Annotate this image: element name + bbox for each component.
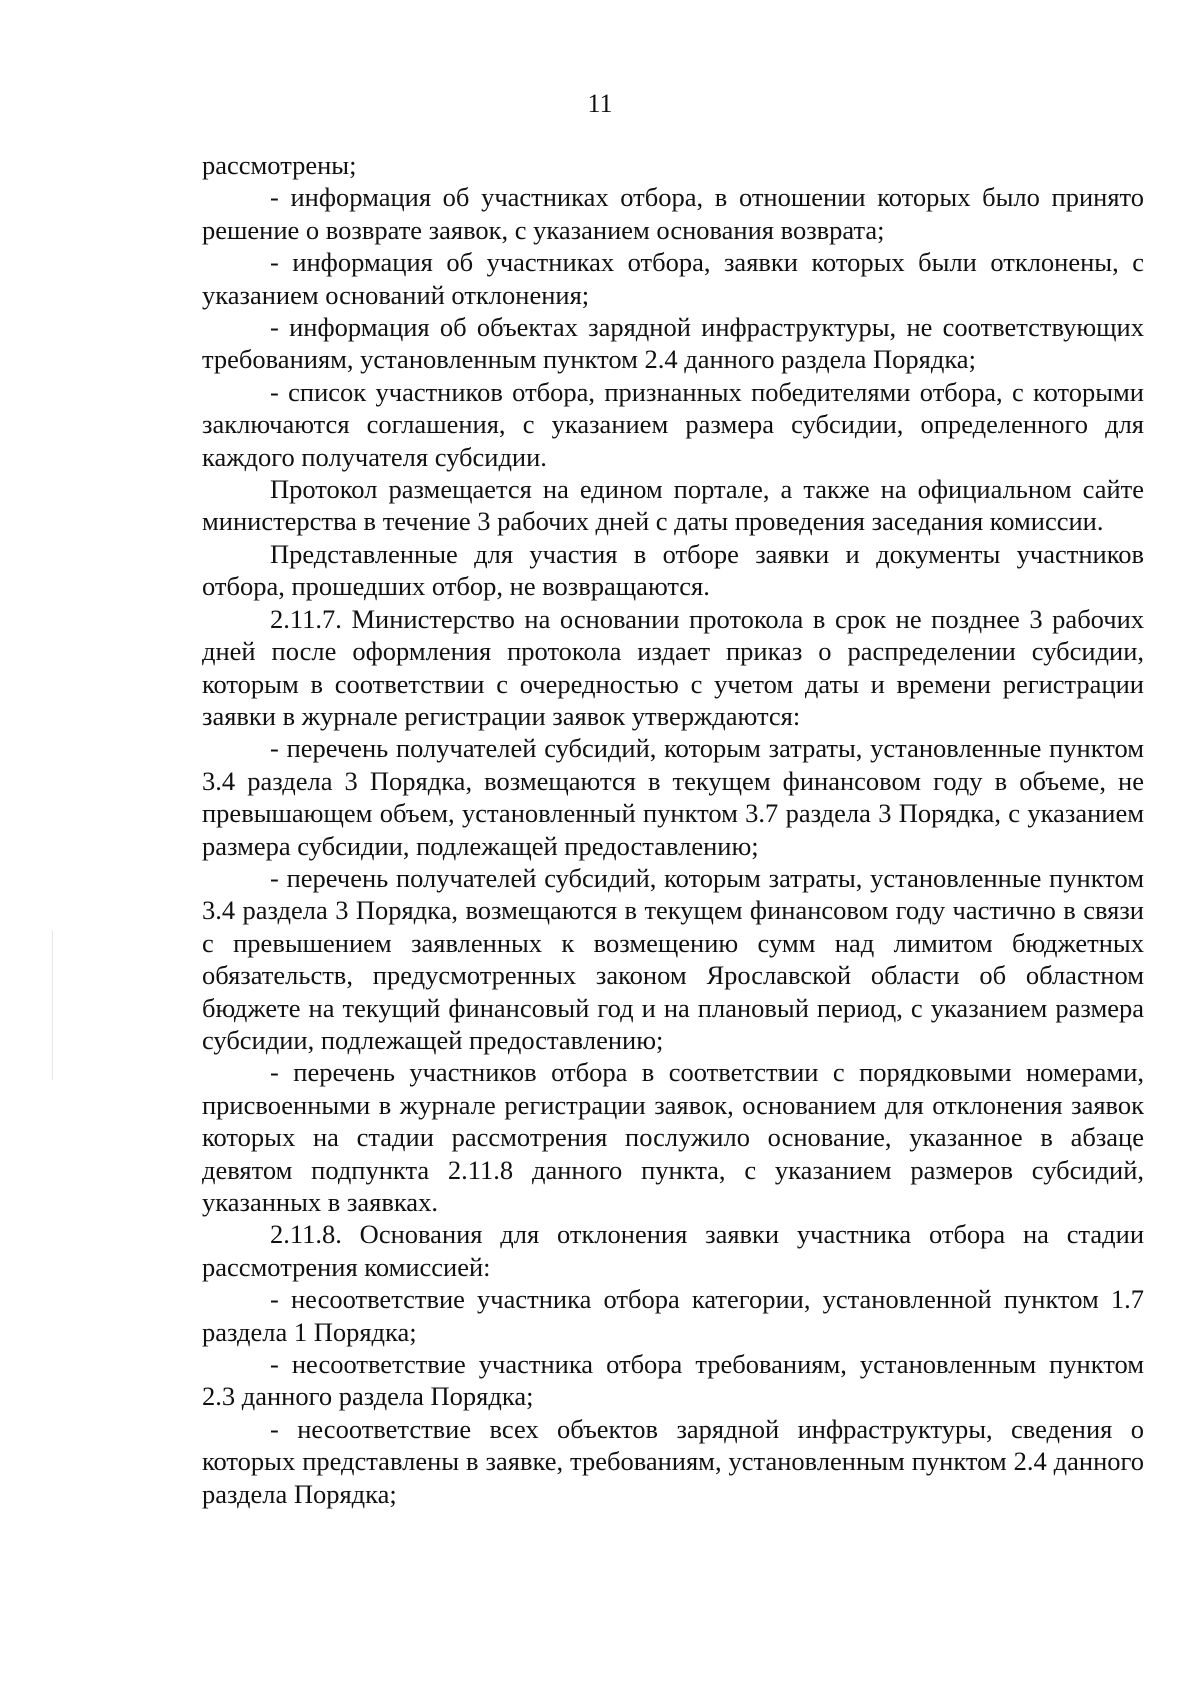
document-body	[202, 149, 1144, 1510]
paragraph: Представленные для участия в отборе заявки и документы участников отбора, прошедших отбор, не возвращаются.	[202, 538, 1144, 602]
paragraph: - информация об участниках отбора, заявки которых были отклонены, с указанием оснований отклонения;	[202, 247, 1144, 310]
paragraph: - перечень получателей субсидий, которым затраты, установленные пунктом 3.4 раздела 3 Порядка, возмещаются в текущем финансовом году частично в связи с превышением заявленных к возмещению сумм над лимитом бюджетных обязательств, предусмотренных законом Ярославской области об областном бюджете на текущий финансовый год и на плановый период, с указанием размера субсидии, подлежащей предоставлению;	[202, 862, 1144, 1055]
paragraph: 2.11.7. Министерство на основании протокола в срок не позднее 3 рабочих дней после оформления протокола издает приказ о распределении субсидии, которым в соответствии с очередностью с учетом даты и времени регистрации заявки в журнале регистрации заявок утверждаются:	[202, 603, 1144, 731]
paragraph: - несоответствие всех объектов зарядной инфраструктуры, сведения о которых представлены в заявке, требованиям, установленным пунктом 2.4 данного раздела Порядка;	[202, 1413, 1144, 1509]
paragraph: 2.11.8. Основания для отклонения заявки участника отбора на стадии рассмотрения комиссией:	[202, 1219, 1144, 1282]
paragraph: - список участников отбора, признанных победителями отбора, с которыми заключаются соглашения, с указанием размера субсидии, определенного для каждого получателя субсидии.	[202, 376, 1144, 472]
paragraph: Протокол размещается на едином портале, а также на официальном сайте министерства в течение 3 рабочих дней с даты проведения заседания комиссии.	[202, 474, 1144, 537]
paragraph: - несоответствие участника отбора категории, установленной пунктом 1.7 раздела 1 Порядка;	[202, 1284, 1144, 1347]
paragraph: - несоответствие участника отбора требованиям, установленным пунктом 2.3 данного раздела Порядка;	[202, 1349, 1144, 1412]
paragraph: - перечень получателей субсидий, которым затраты, установленные пунктом 3.4 раздела 3 Порядка, возмещаются в текущем финансовом году в объеме, не превышающем объем, установленный пунктом 3.7 раздела 3 Порядка, с указанием размера субсидии, подлежащей предоставлению;	[202, 733, 1144, 861]
paragraph: рассмотрены;	[202, 150, 357, 180]
scan-edge-mark	[52, 930, 53, 1080]
paragraph: - перечень участников отбора в соответствии с порядковыми номерами, присвоенными в журнале регистрации заявок, основанием для отклонения заявок которых на стадии рассмотрения послужило основание, указанное в абзаце девятом подпункта 2.11.8 данного пункта, с указанием размеров субсидий, указанных в заявках.	[202, 1057, 1144, 1217]
page-number: 11	[587, 89, 613, 118]
paragraph: - информация об участниках отбора, в отношении которых было принято решение о возврате заявок, с указанием основания возврата;	[202, 182, 1144, 245]
paragraph: - информация об объектах зарядной инфраструктуры, не соответствующих требованиям, установленным пунктом 2.4 данного раздела Порядка;	[202, 312, 1144, 375]
